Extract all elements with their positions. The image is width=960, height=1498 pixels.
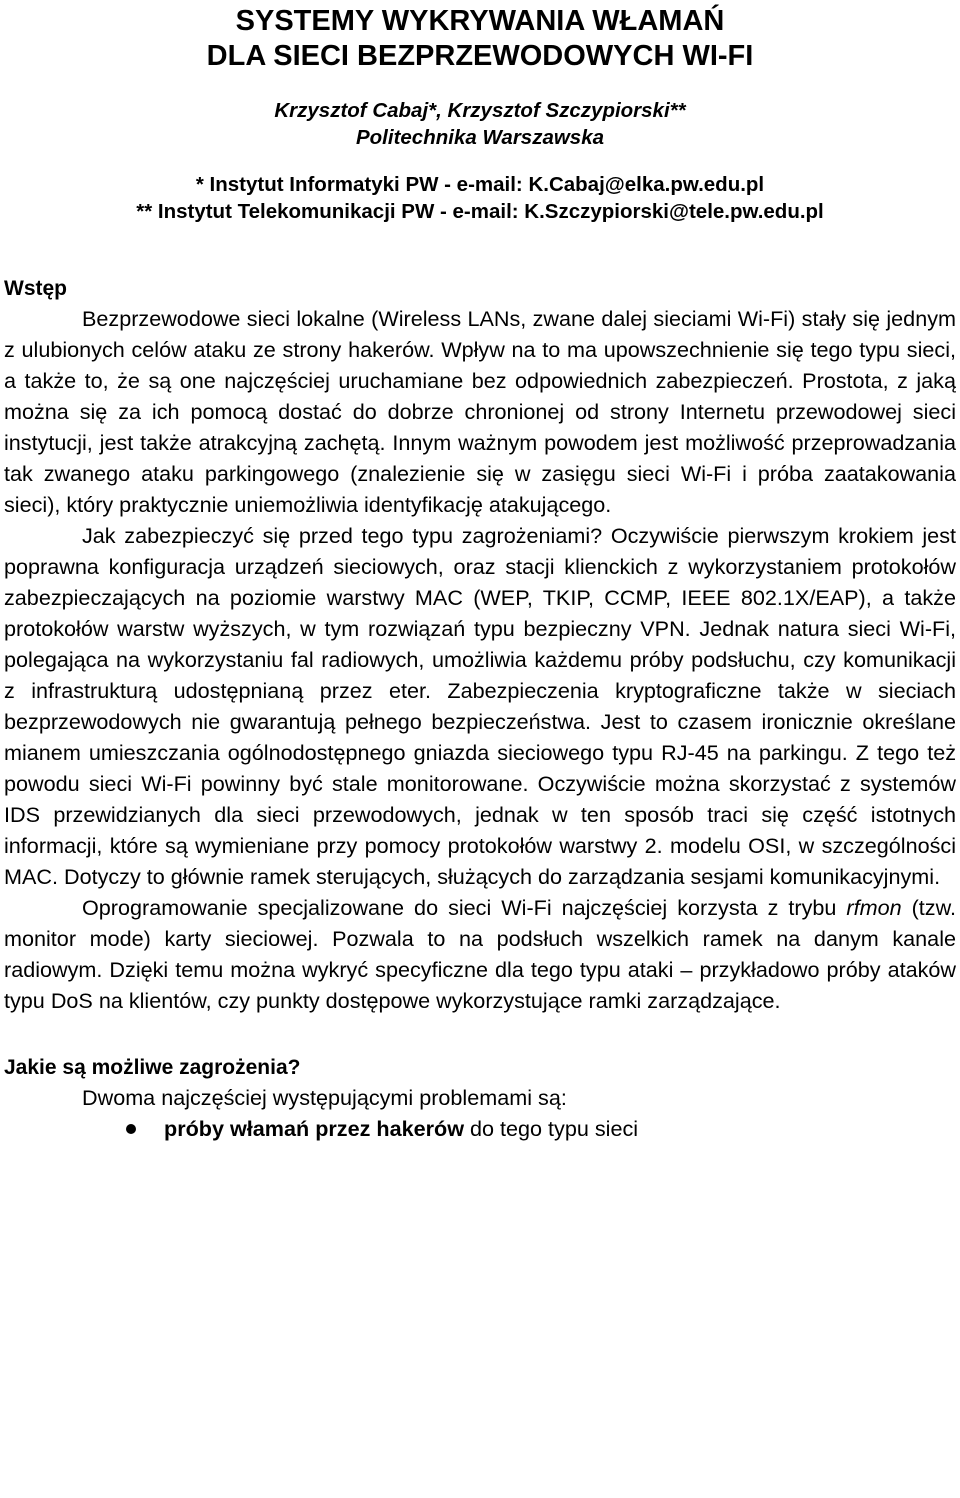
section-heading-intro: Wstęp	[4, 277, 67, 300]
paragraph-3-rfmon: rfmon	[846, 895, 902, 920]
title-line-2: DLA SIECI BEZPRZEWODOWYCH WI-FI	[206, 40, 754, 72]
author-institution: Politechnika Warszawska	[355, 126, 604, 149]
affiliations	[4, 171, 956, 225]
paper-title	[4, 4, 956, 74]
bullet-list	[4, 1113, 956, 1144]
paragraph-4: Dwoma najczęściej występującymi problemami są:	[82, 1085, 567, 1110]
paragraph-3-text-end: (tzw. monitor mode) karty sieciowej. Pozwala to na podsłuch wszelkich ramek na danym kanale radiowym. Dzięki temu można wykryć specyficzne dla tego typu ataki – przykładowo próby ataków typu DoS na klientów, czy punkty dostępowe wykorzystujące ramki zarządzające.	[4, 895, 956, 1013]
author-names: Krzysztof Cabaj*, Krzysztof Szczypiorski**	[274, 99, 686, 122]
list-item-rest: do tego typu sieci	[464, 1116, 639, 1141]
list-item-bold: próby włamań przez hakerów	[164, 1116, 464, 1141]
author-block	[4, 97, 956, 151]
paragraph-3-text-start: Oprogramowanie specjalizowane do sieci Wi-Fi najczęściej korzysta z trybu	[82, 895, 847, 920]
bullet-icon	[126, 1124, 136, 1134]
title-line-1: SYSTEMY WYKRYWANIA WŁAMAŃ	[235, 5, 725, 37]
affiliation-2: ** Instytut Telekomunikacji PW - e-mail: K.Szczypiorski@tele.pw.edu.pl	[136, 200, 824, 223]
document-page	[4, 0, 956, 1498]
paragraph-2: Jak zabezpieczyć się przed tego typu zagrożeniami? Oczywiście pierwszym krokiem jest poprawna konfiguracja urządzeń sieciowych, oraz stacji klienckich z wykorzystaniem protokołów zabezpieczających na poziomie warstwy MAC (WEP, TKIP, CCMP, IEEE 802.1X/EAP), a także protokołów warstw wyższych, w tym rozwiązań typu bezpieczny VPN. Jednak natura sieci Wi-Fi, polegająca na wykorzystaniu fal radiowych, umożliwia każdemu próby podsłuchu, czy komunikacji z infrastrukturą udostępnianą przez eter. Zabezpieczenia kryptograficzne także w sieciach bezprzewodowych nie gwarantują pełnego bezpieczeństwa. Jest to czasem ironicznie określane mianem umieszczania ogólnodostępnego gniazda sieciowego typu RJ-45 na parkingu. Z tego też powodu sieci Wi-Fi powinny być stale monitorowane. Oczywiście można skorzystać z systemów IDS przewidzianych dla sieci przewodowych, jednak w ten sposób traci się część istotnych informacji, które są wymieniane przy pomocy protokołów warstwy 2. modelu OSI, w szczególności MAC. Dotyczy to głównie ramek sterujących, służących do zarządzania sesjami komunikacyjnymi.	[4, 523, 956, 889]
section-heading-threats: Jakie są możliwe zagrożenia?	[4, 1056, 301, 1079]
list-item	[4, 1113, 956, 1144]
paragraph-3	[4, 892, 956, 1016]
affiliation-1: * Instytut Informatyki PW - e-mail: K.Cabaj@elka.pw.edu.pl	[195, 173, 765, 196]
paragraph-1: Bezprzewodowe sieci lokalne (Wireless LANs, zwane dalej sieciami Wi-Fi) stały się jednym z ulubionych celów ataku ze strony hakerów. Wpływ na to ma upowszechnienie się tego typu sieci, a także to, że są one najczęściej uruchamiane bez odpowiednich zabezpieczeń. Prostota, z jaką można się za ich pomocą dostać do dobrze chronionej od strony Internetu przewodowej sieci instytucji, jest także atrakcyjną zachętą. Innym ważnym powodem jest możliwość przeprowadzania tak zwanego ataku parkingowego (znalezienie się w zasięgu sieci Wi-Fi i próba zaatakowania sieci), który praktycznie uniemożliwia identyfikację atakującego.	[4, 306, 956, 517]
